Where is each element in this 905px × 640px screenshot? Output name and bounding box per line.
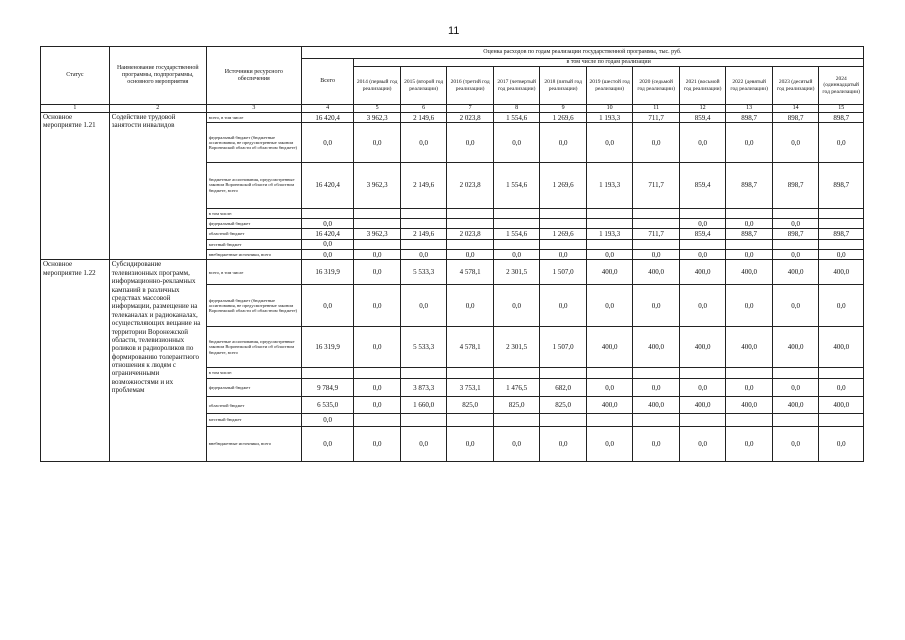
year-value-cell: 1 193,3 — [586, 113, 633, 123]
year-value-cell: 859,4 — [679, 162, 726, 208]
year-value-cell: 0,0 — [400, 285, 447, 327]
header-year: 2015 (второй год реализации) — [400, 67, 447, 105]
year-value-cell: 0,0 — [586, 426, 633, 461]
year-value-cell: 0,0 — [354, 250, 401, 260]
source-cell: местный бюджет — [206, 239, 301, 249]
header-name: Наименование государственной программы, подпрограммы, основного мероприятия — [109, 47, 206, 105]
total-value-cell: 16 319,9 — [301, 260, 354, 285]
total-value-cell — [301, 208, 354, 218]
year-value-cell — [679, 414, 726, 426]
year-value-cell: 5 533,3 — [400, 260, 447, 285]
year-value-cell: 0,0 — [447, 426, 494, 461]
year-value-cell — [400, 208, 447, 218]
total-value-cell: 9 784,9 — [301, 378, 354, 397]
year-value-cell: 2 301,5 — [493, 260, 540, 285]
header-year: 2014 (первый год реализации) — [354, 67, 401, 105]
year-value-cell: 0,0 — [493, 426, 540, 461]
year-value-cell: 0,0 — [772, 426, 819, 461]
year-value-cell: 2 023,8 — [447, 162, 494, 208]
column-number: 9 — [540, 105, 587, 113]
column-number: 1 — [41, 105, 110, 113]
year-value-cell: 0,0 — [633, 378, 680, 397]
year-value-cell — [772, 368, 819, 378]
year-value-cell — [540, 218, 587, 228]
year-value-cell: 0,0 — [493, 250, 540, 260]
column-number: 15 — [819, 105, 864, 113]
year-value-cell: 0,0 — [400, 123, 447, 162]
year-value-cell — [586, 218, 633, 228]
year-value-cell: 400,0 — [679, 326, 726, 368]
year-value-cell: 0,0 — [540, 250, 587, 260]
year-value-cell: 0,0 — [633, 426, 680, 461]
year-value-cell: 0,0 — [586, 123, 633, 162]
header-by-years: в том числе по годам реализации — [354, 59, 864, 67]
total-value-cell: 0,0 — [301, 250, 354, 260]
year-value-cell: 400,0 — [772, 326, 819, 368]
year-value-cell — [586, 239, 633, 249]
column-number: 5 — [354, 105, 401, 113]
year-value-cell: 3 962,3 — [354, 162, 401, 208]
year-value-cell: 0,0 — [679, 378, 726, 397]
year-value-cell: 1 554,6 — [493, 113, 540, 123]
year-value-cell — [819, 218, 864, 228]
year-value-cell — [400, 368, 447, 378]
year-value-cell: 0,0 — [726, 250, 773, 260]
year-value-cell: 0,0 — [493, 123, 540, 162]
year-value-cell: 3 753,1 — [447, 378, 494, 397]
year-value-cell: 0,0 — [354, 426, 401, 461]
year-value-cell: 1 476,5 — [493, 378, 540, 397]
year-value-cell — [772, 208, 819, 218]
year-value-cell: 898,7 — [726, 229, 773, 239]
year-value-cell — [354, 414, 401, 426]
column-number: 14 — [772, 105, 819, 113]
measure-name-cell: Субсидирование телевизионных программ, информационно-рекламных кампаний в различных средствах массовой информации, размещение на телеканалах и радиоканалах, осуществляющих вещание на территории Воронежской области, телевизионных роликов и радиороликов по формированию толерантного отношения к людям с ограниченными возможностями и их проблемам — [109, 260, 206, 462]
year-value-cell: 1 269,6 — [540, 162, 587, 208]
year-value-cell: 4 578,1 — [447, 326, 494, 368]
total-value-cell: 16 420,4 — [301, 162, 354, 208]
year-value-cell: 400,0 — [633, 326, 680, 368]
year-value-cell — [447, 414, 494, 426]
table-row — [41, 260, 864, 285]
year-value-cell — [726, 368, 773, 378]
year-value-cell — [540, 368, 587, 378]
year-value-cell — [493, 239, 540, 249]
year-value-cell: 3 962,3 — [354, 113, 401, 123]
year-value-cell: 400,0 — [726, 260, 773, 285]
year-value-cell: 898,7 — [726, 162, 773, 208]
year-value-cell: 898,7 — [772, 113, 819, 123]
year-value-cell: 3 873,3 — [400, 378, 447, 397]
header-year: 2022 (девятый год реализации) — [726, 67, 773, 105]
year-value-cell: 0,0 — [447, 250, 494, 260]
year-value-cell: 711,7 — [633, 162, 680, 208]
year-value-cell: 0,0 — [540, 123, 587, 162]
year-value-cell: 0,0 — [633, 285, 680, 327]
year-value-cell: 0,0 — [679, 250, 726, 260]
year-value-cell: 682,0 — [540, 378, 587, 397]
year-value-cell — [400, 414, 447, 426]
year-value-cell: 859,4 — [679, 113, 726, 123]
year-value-cell: 0,0 — [354, 285, 401, 327]
year-value-cell — [726, 239, 773, 249]
column-number: 13 — [726, 105, 773, 113]
year-value-cell — [726, 208, 773, 218]
year-value-cell: 0,0 — [400, 426, 447, 461]
status-cell: Основное мероприятие 1.22 — [41, 260, 110, 462]
year-value-cell: 0,0 — [447, 123, 494, 162]
year-value-cell: 1 193,3 — [586, 162, 633, 208]
year-value-cell: 0,0 — [586, 378, 633, 397]
source-cell: внебюджетные источники, всего — [206, 426, 301, 461]
table-row — [41, 113, 864, 123]
year-value-cell: 711,7 — [633, 229, 680, 239]
year-value-cell — [586, 208, 633, 218]
year-value-cell: 2 301,5 — [493, 326, 540, 368]
year-value-cell: 5 533,3 — [400, 326, 447, 368]
year-value-cell — [354, 368, 401, 378]
year-value-cell: 0,0 — [447, 285, 494, 327]
header-year: 2023 (десятый год реализации) — [772, 67, 819, 105]
year-value-cell: 0,0 — [586, 285, 633, 327]
year-value-cell: 0,0 — [400, 250, 447, 260]
column-number: 7 — [447, 105, 494, 113]
year-value-cell: 0,0 — [679, 123, 726, 162]
year-value-cell — [633, 218, 680, 228]
year-value-cell — [540, 414, 587, 426]
year-value-cell: 2 149,6 — [400, 229, 447, 239]
total-value-cell: 16 420,4 — [301, 113, 354, 123]
source-cell: бюджетные ассигнования, предусмотренные законом Воронежской области об областном бюджете, всего — [206, 162, 301, 208]
source-cell: бюджетные ассигнования, предусмотренные законом Воронежской области об областном бюджете, всего — [206, 326, 301, 368]
header-year: 2020 (седьмой год реализации) — [633, 67, 680, 105]
year-value-cell: 0,0 — [679, 426, 726, 461]
column-number: 12 — [679, 105, 726, 113]
source-cell: всего, в том числе — [206, 260, 301, 285]
year-value-cell — [586, 414, 633, 426]
year-value-cell: 0,0 — [819, 285, 864, 327]
year-value-cell: 2 149,6 — [400, 113, 447, 123]
year-value-cell: 0,0 — [354, 397, 401, 414]
year-value-cell: 825,0 — [447, 397, 494, 414]
year-value-cell: 1 554,6 — [493, 229, 540, 239]
total-value-cell: 0,0 — [301, 218, 354, 228]
year-value-cell — [400, 239, 447, 249]
year-value-cell — [447, 208, 494, 218]
header-year: 2017 (четвертый год реализации) — [493, 67, 540, 105]
header-source: Источники ресурсного обеспечения — [206, 47, 301, 105]
year-value-cell: 1 269,6 — [540, 113, 587, 123]
year-value-cell — [772, 239, 819, 249]
source-cell: федеральный бюджет (бюджетные ассигнования, не предусмотренные законом Воронежской области об областном бюджете) — [206, 123, 301, 162]
header-estimate: Оценка расходов по годам реализации государственной программы, тыс. руб. — [301, 47, 863, 59]
column-number: 3 — [206, 105, 301, 113]
year-value-cell — [679, 368, 726, 378]
year-value-cell: 898,7 — [726, 113, 773, 123]
year-value-cell — [493, 218, 540, 228]
year-value-cell — [354, 239, 401, 249]
year-value-cell: 0,0 — [633, 250, 680, 260]
source-cell: всего, в том числе — [206, 113, 301, 123]
header-year: 2021 (восьмой год реализации) — [679, 67, 726, 105]
table-body — [41, 113, 864, 462]
year-value-cell — [354, 218, 401, 228]
year-value-cell: 898,7 — [772, 162, 819, 208]
source-cell: областной бюджет — [206, 229, 301, 239]
year-value-cell: 898,7 — [819, 162, 864, 208]
year-value-cell — [493, 368, 540, 378]
year-value-cell: 400,0 — [633, 397, 680, 414]
year-value-cell: 859,4 — [679, 229, 726, 239]
source-cell: в том числе: — [206, 368, 301, 378]
source-cell: федеральный бюджет — [206, 378, 301, 397]
year-value-cell: 0,0 — [726, 285, 773, 327]
year-value-cell: 0,0 — [540, 285, 587, 327]
column-number: 10 — [586, 105, 633, 113]
total-value-cell: 0,0 — [301, 414, 354, 426]
year-value-cell — [819, 368, 864, 378]
year-value-cell: 400,0 — [819, 326, 864, 368]
year-value-cell — [633, 368, 680, 378]
year-value-cell — [772, 414, 819, 426]
year-value-cell: 0,0 — [679, 218, 726, 228]
year-value-cell: 0,0 — [540, 426, 587, 461]
year-value-cell — [493, 414, 540, 426]
year-value-cell: 1 554,6 — [493, 162, 540, 208]
year-value-cell: 0,0 — [772, 123, 819, 162]
total-value-cell: 0,0 — [301, 123, 354, 162]
year-value-cell — [493, 208, 540, 218]
total-value-cell: 16 420,4 — [301, 229, 354, 239]
year-value-cell: 400,0 — [819, 260, 864, 285]
year-value-cell: 898,7 — [819, 229, 864, 239]
year-value-cell: 400,0 — [726, 397, 773, 414]
year-value-cell: 400,0 — [633, 260, 680, 285]
year-value-cell: 1 269,6 — [540, 229, 587, 239]
header-total: Всего — [301, 59, 354, 105]
year-value-cell: 0,0 — [772, 250, 819, 260]
budget-table — [40, 46, 864, 462]
column-number: 11 — [633, 105, 680, 113]
year-value-cell: 1 660,0 — [400, 397, 447, 414]
year-value-cell: 2 023,8 — [447, 229, 494, 239]
year-value-cell: 2 149,6 — [400, 162, 447, 208]
year-value-cell: 400,0 — [726, 326, 773, 368]
year-value-cell: 0,0 — [726, 378, 773, 397]
year-value-cell: 0,0 — [819, 378, 864, 397]
total-value-cell: 0,0 — [301, 285, 354, 327]
year-value-cell: 2 023,8 — [447, 113, 494, 123]
year-value-cell: 0,0 — [772, 378, 819, 397]
source-cell: областной бюджет — [206, 397, 301, 414]
year-value-cell: 0,0 — [354, 326, 401, 368]
source-cell: в том числе: — [206, 208, 301, 218]
year-value-cell: 0,0 — [354, 260, 401, 285]
year-value-cell: 400,0 — [679, 260, 726, 285]
source-cell: внебюджетные источники, всего — [206, 250, 301, 260]
year-value-cell — [447, 239, 494, 249]
year-value-cell: 825,0 — [540, 397, 587, 414]
year-value-cell: 400,0 — [586, 326, 633, 368]
header-year: 2019 (шестой год реализации) — [586, 67, 633, 105]
year-value-cell: 0,0 — [679, 285, 726, 327]
year-value-cell — [447, 218, 494, 228]
year-value-cell: 0,0 — [772, 285, 819, 327]
year-value-cell: 825,0 — [493, 397, 540, 414]
column-number: 2 — [109, 105, 206, 113]
year-value-cell: 0,0 — [354, 123, 401, 162]
year-value-cell: 400,0 — [586, 397, 633, 414]
year-value-cell — [633, 208, 680, 218]
year-value-cell — [679, 239, 726, 249]
year-value-cell — [540, 208, 587, 218]
year-value-cell: 898,7 — [819, 113, 864, 123]
total-value-cell — [301, 368, 354, 378]
year-value-cell — [354, 208, 401, 218]
year-value-cell: 3 962,3 — [354, 229, 401, 239]
year-value-cell: 0,0 — [772, 218, 819, 228]
year-value-cell: 0,0 — [586, 250, 633, 260]
year-value-cell — [400, 218, 447, 228]
year-value-cell: 0,0 — [354, 378, 401, 397]
total-value-cell: 0,0 — [301, 239, 354, 249]
header-year: 2024 (одиннадцатый год реализации) — [819, 67, 864, 105]
year-value-cell: 0,0 — [819, 123, 864, 162]
year-value-cell: 0,0 — [493, 285, 540, 327]
year-value-cell: 400,0 — [586, 260, 633, 285]
year-value-cell — [633, 414, 680, 426]
year-value-cell: 400,0 — [679, 397, 726, 414]
year-value-cell: 0,0 — [633, 123, 680, 162]
year-value-cell: 1 507,0 — [540, 260, 587, 285]
year-value-cell — [819, 414, 864, 426]
year-value-cell: 4 578,1 — [447, 260, 494, 285]
header-year: 2018 (пятый год реализации) — [540, 67, 587, 105]
year-value-cell: 1 507,0 — [540, 326, 587, 368]
year-value-cell: 400,0 — [772, 397, 819, 414]
year-value-cell: 0,0 — [726, 123, 773, 162]
year-value-cell — [726, 414, 773, 426]
year-value-cell: 400,0 — [772, 260, 819, 285]
year-value-cell — [679, 208, 726, 218]
year-value-cell — [819, 208, 864, 218]
column-number: 4 — [301, 105, 354, 113]
column-number: 8 — [493, 105, 540, 113]
column-number: 6 — [400, 105, 447, 113]
header-status: Статус — [41, 47, 110, 105]
year-value-cell: 0,0 — [726, 218, 773, 228]
source-cell: федеральный бюджет (бюджетные ассигнования, не предусмотренные законом Воронежской области об областном бюджете) — [206, 285, 301, 327]
column-number-row — [41, 105, 864, 113]
page-number: 11 — [448, 25, 460, 37]
status-cell: Основное мероприятие 1.21 — [41, 113, 110, 260]
total-value-cell: 6 535,0 — [301, 397, 354, 414]
year-value-cell: 711,7 — [633, 113, 680, 123]
year-value-cell — [447, 368, 494, 378]
year-value-cell: 1 193,3 — [586, 229, 633, 239]
total-value-cell: 0,0 — [301, 426, 354, 461]
year-value-cell: 898,7 — [772, 229, 819, 239]
year-value-cell — [633, 239, 680, 249]
measure-name-cell: Содействие трудовой занятости инвалидов — [109, 113, 206, 260]
year-value-cell — [540, 239, 587, 249]
year-value-cell: 0,0 — [726, 426, 773, 461]
year-value-cell: 0,0 — [819, 250, 864, 260]
total-value-cell: 16 319,9 — [301, 326, 354, 368]
year-value-cell: 0,0 — [819, 426, 864, 461]
source-cell: местный бюджет — [206, 414, 301, 426]
year-value-cell: 400,0 — [819, 397, 864, 414]
source-cell: федеральный бюджет — [206, 218, 301, 228]
year-value-cell — [586, 368, 633, 378]
header-year: 2016 (третий год реализации) — [447, 67, 494, 105]
year-value-cell — [819, 239, 864, 249]
